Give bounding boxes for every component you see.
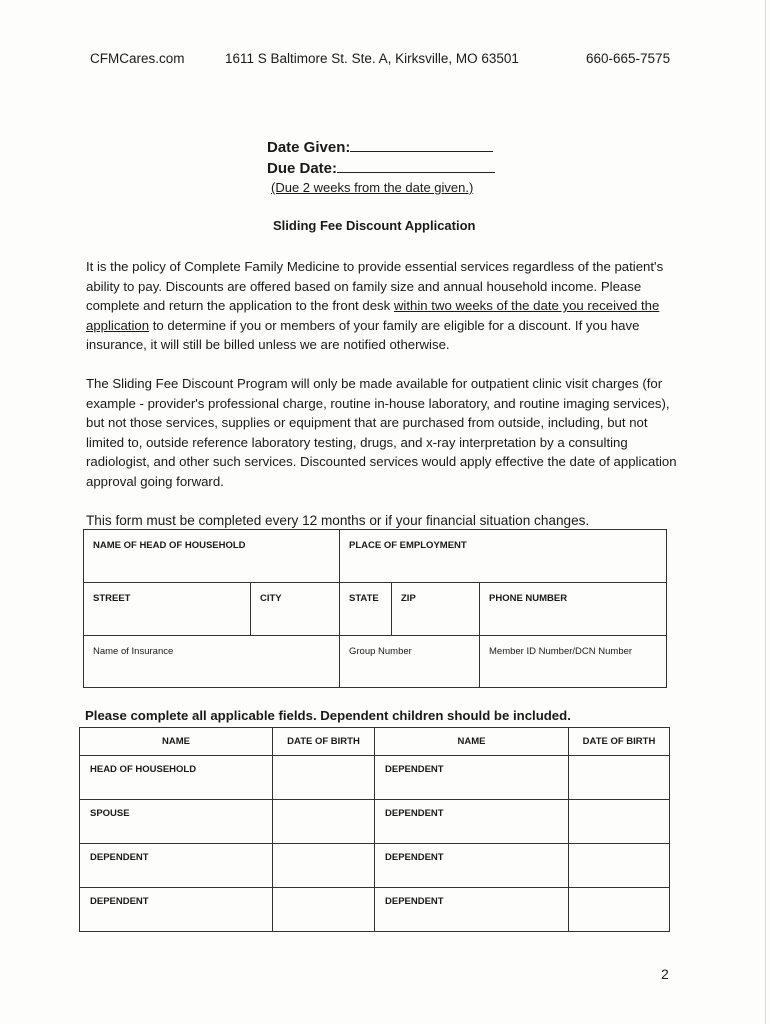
dependent-name-cell[interactable]: DEPENDENT (375, 844, 569, 888)
header-dob-left: DATE OF BIRTH (273, 728, 375, 756)
family-members-table (79, 727, 670, 932)
member-id-cell[interactable]: Member ID Number/DCN Number (480, 636, 667, 688)
page-number: 2 (661, 966, 669, 982)
header-website: CFMCares.com (90, 51, 185, 66)
policy-text-b: to determine if you or members of your family are eligible for a discount. If you have insurance, it will still be billed unless we are notified otherwise. (86, 317, 640, 352)
head-of-household-cell[interactable]: NAME OF HEAD OF HOUSEHOLD (84, 530, 340, 583)
due-date-label: Due Date: (267, 160, 338, 177)
instruction-text: Please complete all applicable fields. Dependent children should be included. (85, 708, 571, 723)
dependent-dob-cell[interactable] (569, 800, 670, 844)
dependent-dob-cell[interactable] (569, 888, 670, 932)
renewal-note: This form must be completed every 12 months or if your financial situation changes. (86, 513, 590, 528)
spouse-dob-cell[interactable] (273, 800, 375, 844)
dependent-name-cell[interactable]: DEPENDENT (375, 756, 569, 800)
dependent-dob-cell[interactable] (569, 756, 670, 800)
policy-text-a: It is the policy of Complete Family Medicine to provide essential services regardless of the patient's ability to pay. Discounts are offered based on family size and annual household income. Please complete and return the application to the front desk (86, 259, 664, 313)
dependent-name-cell[interactable]: DEPENDENT (80, 844, 273, 888)
spouse-name-cell[interactable]: SPOUSE (80, 800, 273, 844)
group-number-cell[interactable]: Group Number (340, 636, 480, 688)
form-title: Sliding Fee Discount Application (273, 218, 476, 233)
header-name-right: NAME (375, 728, 569, 756)
dependent-dob-cell[interactable] (273, 888, 375, 932)
date-given-line[interactable] (350, 137, 493, 152)
city-cell[interactable]: CITY (251, 583, 340, 636)
street-cell[interactable]: STREET (84, 583, 251, 636)
dependent-dob-cell[interactable] (273, 844, 375, 888)
due-date-field[interactable] (267, 158, 495, 177)
household-name-cell[interactable]: HEAD OF HOUSEHOLD (80, 756, 273, 800)
dependent-name-cell[interactable]: DEPENDENT (375, 888, 569, 932)
zip-cell[interactable]: ZIP (392, 583, 480, 636)
state-cell[interactable]: STATE (340, 583, 392, 636)
date-given-field[interactable] (267, 137, 493, 156)
due-date-line[interactable] (337, 158, 495, 173)
dependent-name-cell[interactable]: DEPENDENT (375, 800, 569, 844)
phone-number-cell[interactable]: PHONE NUMBER (480, 583, 667, 636)
header-dob-right: DATE OF BIRTH (569, 728, 670, 756)
header-phone: 660-665-7575 (586, 51, 671, 66)
policy-underlined: within two weeks of the date you received the application (86, 298, 660, 333)
insurance-cell[interactable]: Name of Insurance (84, 636, 340, 688)
date-given-label: Date Given: (267, 139, 351, 156)
scan-edge (765, 0, 766, 1024)
header-name-left: NAME (80, 728, 273, 756)
header-address: 1611 S Baltimore St. Ste. A, Kirksville, MO 63501 (225, 51, 519, 66)
household-info-table (83, 529, 667, 688)
household-dob-cell[interactable] (273, 756, 375, 800)
dependent-name-cell[interactable]: DEPENDENT (80, 888, 273, 932)
program-paragraph: The Sliding Fee Discount Program will only be made available for outpatient clinic visit charges (for example - provider's professional charge, routine in-house laboratory, and routine imaging services), but not those services, supplies or equipment that are purchased from outside, including, but not limited to, outside reference laboratory testing, drugs, and x-ray interpretation by a consulting radiologist, and other such services. Discounted services would apply effective the date of application approval going forward. (86, 376, 677, 489)
place-of-employment-cell[interactable]: PLACE OF EMPLOYMENT (340, 530, 667, 583)
dependent-dob-cell[interactable] (569, 844, 670, 888)
due-note: (Due 2 weeks from the date given.) (271, 180, 474, 195)
policy-paragraph (86, 257, 686, 355)
